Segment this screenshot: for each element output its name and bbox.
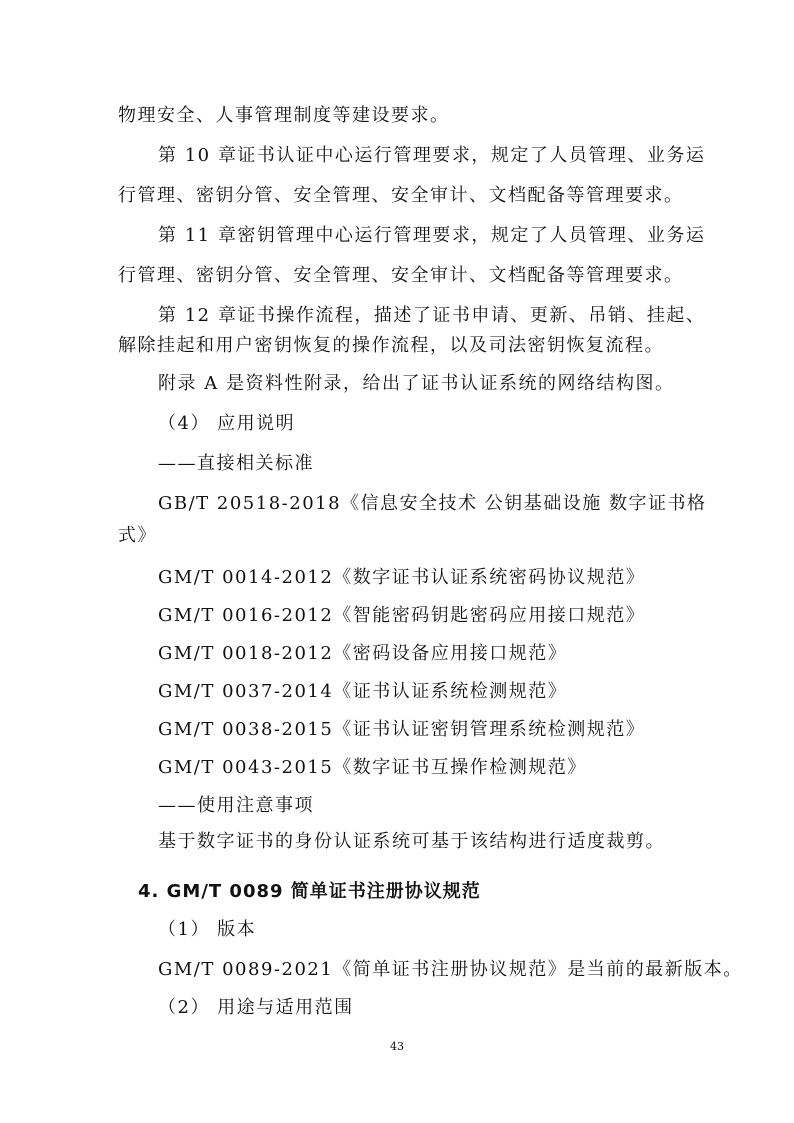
standard-reference: GM/T 0016-2012《智能密码钥匙密码应用接口规范》	[158, 605, 646, 626]
paragraph-line: GM/T 0089-2021《简单证书注册协议规范》是当前的最新版本。	[158, 959, 743, 980]
paragraph-line: 解除挂起和用户密钥恢复的操作流程，以及司法密钥恢复流程。	[118, 335, 664, 356]
paragraph-line: 附录 A 是资料性附录，给出了证书认证系统的网络结构图。	[158, 373, 675, 394]
paragraph-line: 第 11 章密钥管理中心运行管理要求，规定了人员管理、业务运	[158, 225, 706, 246]
list-heading: ——使用注意事项	[158, 795, 314, 816]
subsection-label: （1） 版本	[158, 919, 257, 940]
section-heading: 4. GM/T 0089 简单证书注册协议规范	[138, 881, 481, 902]
standard-reference: GM/T 0018-2012《密码设备应用接口规范》	[158, 643, 568, 664]
list-heading: ——直接相关标准	[158, 453, 314, 474]
standard-reference: GM/T 0043-2015《数字证书互操作检测规范》	[158, 757, 587, 778]
page-number: 43	[390, 1040, 404, 1053]
paragraph-line: 行管理、密钥分管、安全管理、安全审计、文档配备等管理要求。	[118, 185, 684, 206]
paragraph-line: 行管理、密钥分管、安全管理、安全审计、文档配备等管理要求。	[118, 265, 684, 286]
subsection-label: （2） 用途与适用范围	[158, 997, 354, 1018]
standard-reference: GB/T 20518-2018《信息安全技术 公钥基础设施 数字证书格	[158, 493, 707, 514]
standard-reference: GM/T 0037-2014《证书认证系统检测规范》	[158, 681, 568, 702]
standard-reference: GM/T 0038-2015《证书认证密钥管理系统检测规范》	[158, 719, 646, 740]
paragraph-line: 第 10 章证书认证中心运行管理要求，规定了人员管理、业务运	[158, 145, 706, 166]
paragraph-line: 物理安全、人事管理制度等建设要求。	[118, 105, 450, 126]
paragraph-line: 基于数字证书的身份认证系统可基于该结构进行适度裁剪。	[158, 831, 665, 852]
standard-reference: 式》	[118, 525, 157, 546]
subsection-label: （4） 应用说明	[158, 413, 296, 434]
paragraph-line: 第 12 章证书操作流程，描述了证书申请、更新、吊销、挂起、	[158, 305, 706, 326]
standard-reference: GM/T 0014-2012《数字证书认证系统密码协议规范》	[158, 567, 646, 588]
